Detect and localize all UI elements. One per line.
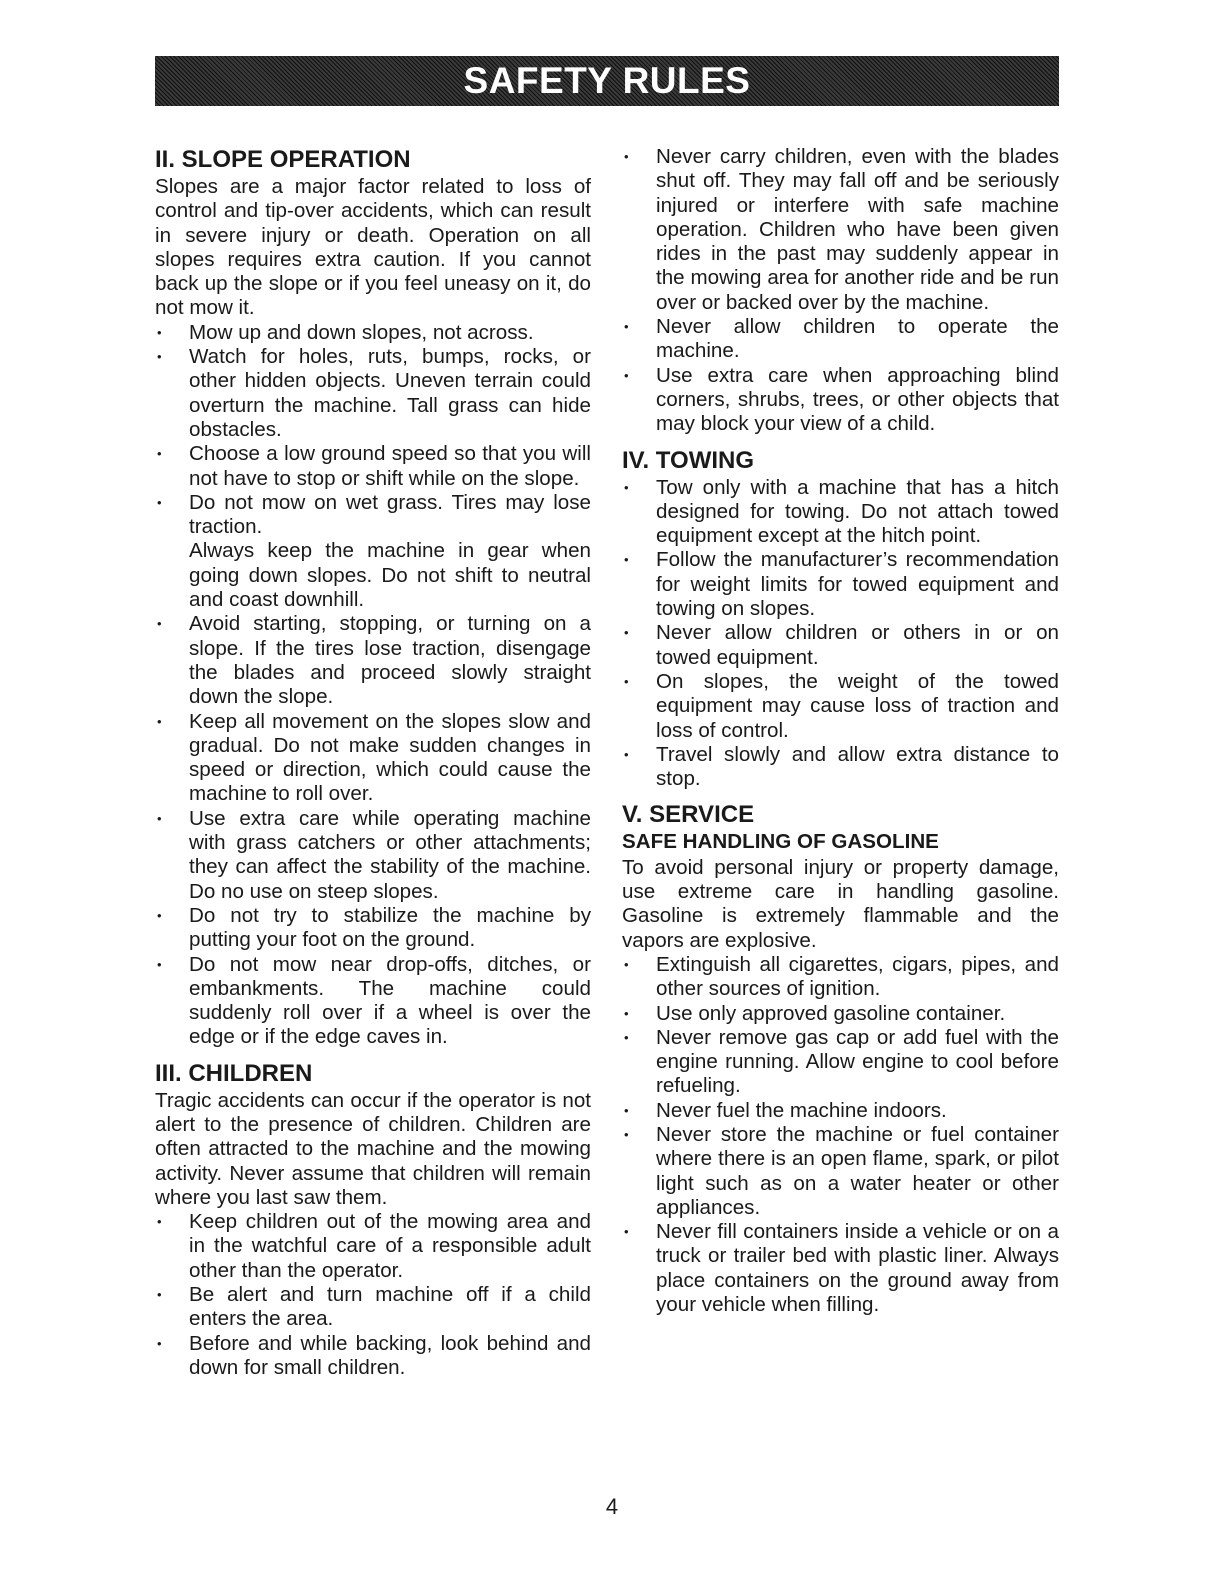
slope-intro: Slopes are a major factor related to loss of control and tip-over accidents, which can result in severe injury or death. Operation on all slopes requires extra caution. If you cannot back up the slope or if you feel uneasy on it, do not mow it. [155,175,591,320]
gasoline-item: • Extinguish all cigarettes, cigars, pipes, and other sources of ignition. [622,953,1059,1002]
gasoline-item: • Never fuel the machine indoors. [622,1099,1059,1123]
right-column [622,145,1059,1317]
slope-item: • Use extra care while operating machine with grass catchers or other attachments; they can affect the stability of the machine. Do no use on steep slopes. [155,807,591,904]
slope-item: • Watch for holes, ruts, bumps, rocks, or other hidden objects. Uneven terrain could overturn the machine. Tall grass can hide obstacles. [155,345,591,442]
towing-item: • Travel slowly and allow extra distance to stop. [622,743,1059,792]
towing-item: • On slopes, the weight of the towed equipment may cause loss of traction and loss of control. [622,670,1059,743]
service-heading: V. SERVICE [622,801,755,829]
children-item: • Before and while backing, look behind and down for small children. [155,1332,591,1381]
children-heading: III. CHILDREN [155,1059,313,1087]
gasoline-subheading: SAFE HANDLING OF GASOLINE [622,830,939,854]
gasoline-item: • Never fill containers inside a vehicle or on a truck or trailer bed with plastic liner. Always place containers on the ground away from your vehicle when filling. [622,1220,1059,1317]
service-intro: To avoid personal injury or property damage, use extreme care in handling gasoline. Gasoline is extremely flammable and the vapors are explosive. [622,855,1059,952]
children-item: • Keep children out of the mowing area and in the watchful care of a responsible adult other than the operator. [155,1210,591,1283]
slope-item: • Avoid starting, stopping, or turning on a slope. If the tires lose traction, disengage the blades and proceed slowly straight down the slope. [155,612,591,709]
page-title: SAFETY RULES [463,60,751,101]
safety-rules-banner [155,56,1059,106]
towing-list [622,476,1059,792]
gasoline-list [622,953,1059,1317]
page-number: 4 [605,1494,619,1519]
children-list [155,1210,591,1380]
slope-item: • Do not try to stabilize the machine by putting your foot on the ground. [155,904,591,953]
towing-item: • Follow the manufacturer’s recommendation for weight limits for towed equipment and towing on slopes. [622,548,1059,621]
gasoline-item: • Use only approved gasoline container. [622,1002,1059,1026]
left-column [155,145,591,1380]
slope-list [155,321,591,540]
children-list-continued [622,145,1059,437]
slope-item: • Mow up and down slopes, not across. [155,321,591,345]
gasoline-item: • Never store the machine or fuel container where there is an open flame, spark, or pilot light such as on a water heater or other appliances. [622,1123,1059,1220]
slope-item: • Keep all movement on the slopes slow and gradual. Do not make sudden changes in speed or direction, which could cause the machine to roll over. [155,710,591,807]
towing-item: • Tow only with a machine that has a hitch designed for towing. Do not attach towed equipment except at the hitch point. [622,476,1059,549]
slope-item: • Do not mow near drop-offs, ditches, or embankments. The machine could suddenly roll over if a wheel is over the edge or if the edge caves in. [155,953,591,1050]
towing-item: • Never allow children or others in or on towed equipment. [622,621,1059,670]
slope-item: • Do not mow on wet grass. Tires may lose traction. [155,491,591,540]
slope-operation-heading: II. SLOPE OPERATION [155,146,411,173]
towing-heading: IV. TOWING [622,446,755,474]
children-intro: Tragic accidents can occur if the operator is not alert to the presence of children. Children are often attracted to the machine and the mowing activity. Never assume that children will remain where you last saw them. [155,1088,591,1209]
slope-item: • Choose a low ground speed so that you will not have to stop or shift while on the slope. [155,442,591,491]
slope-list-continued [155,612,591,1049]
slope-note: Always keep the machine in gear when going down slopes. Do not shift to neutral and coast downhill. [189,539,591,612]
children-item: • Use extra care when approaching blind corners, shrubs, trees, or other objects that may block your view of a child. [622,364,1059,437]
children-item: • Never allow children to operate the machine. [622,315,1059,364]
children-item: • Never carry children, even with the blades shut off. They may fall off and be seriously injured or interfere with safe machine operation. Children who have been given rides in the past may suddenly appear in the mowing area for another ride and be run over or backed over by the machine. [622,145,1059,315]
gasoline-item: • Never remove gas cap or add fuel with the engine running. Allow engine to cool before refueling. [622,1026,1059,1099]
children-item: • Be alert and turn machine off if a child enters the area. [155,1283,591,1332]
